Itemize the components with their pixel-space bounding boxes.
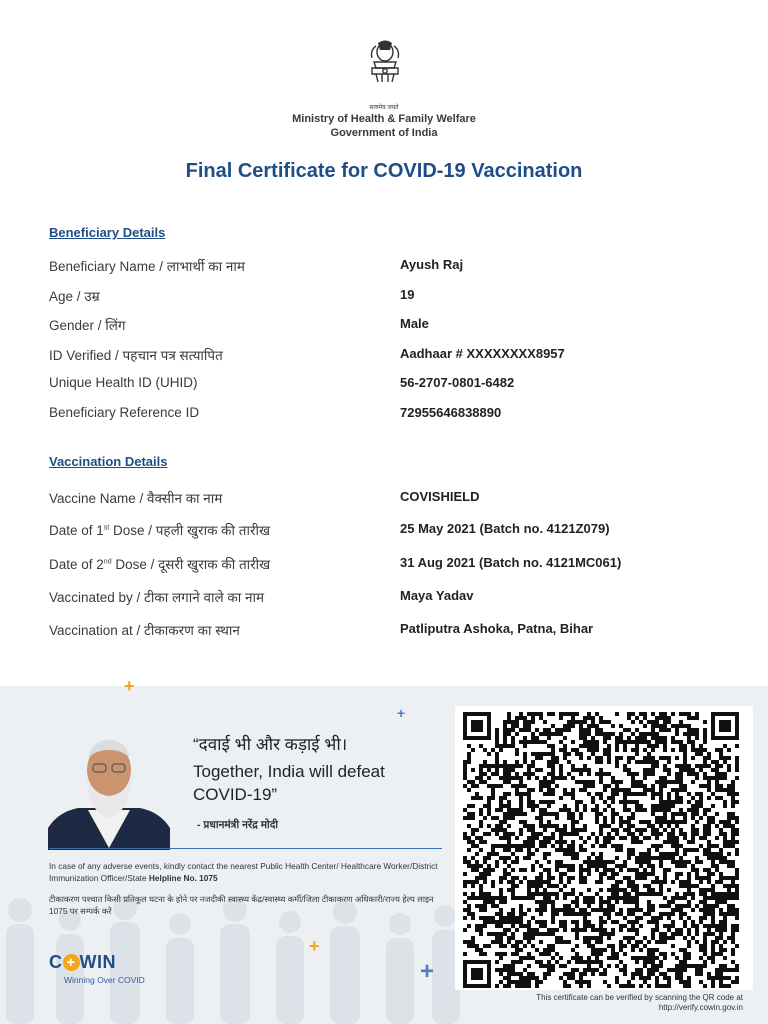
detail-row <box>49 375 729 397</box>
detail-value: 25 May 2021 (Batch no. 4121Z079) <box>400 521 610 536</box>
detail-row <box>49 346 729 368</box>
beneficiary-section-title: Beneficiary Details <box>49 225 166 240</box>
detail-value: 19 <box>400 287 415 302</box>
logo-letter: C <box>49 952 63 972</box>
detail-label <box>49 555 270 573</box>
qr-code-panel <box>455 706 753 990</box>
quote-attribution: - प्रधानमंत्री नरेंद्र मोदी <box>197 819 279 831</box>
divider <box>49 848 442 849</box>
verification-text: This certificate can be verified by scanning the QR code at <box>536 993 743 1002</box>
detail-row <box>49 316 729 338</box>
detail-label: Beneficiary Reference ID <box>49 405 200 420</box>
detail-row <box>49 257 729 279</box>
certificate-title: Final Certificate for COVID-19 Vaccination <box>185 160 583 182</box>
detail-label: Beneficiary Name / लाभार्थी का नाम <box>49 259 245 274</box>
portrait-image <box>48 728 170 850</box>
detail-row <box>49 489 729 511</box>
plus-circle-icon: + <box>63 954 80 971</box>
detail-row <box>49 621 729 643</box>
detail-label: Age / उम्र <box>49 289 100 304</box>
ministry-name: Ministry of Health & Family Welfare <box>292 113 476 125</box>
label-part: Dose / दूसरी खुराक की तारीख <box>111 557 271 572</box>
plus-sparkle-icon: + <box>309 936 320 956</box>
detail-value: Ayush Raj <box>400 257 464 272</box>
cowin-logo <box>49 952 116 973</box>
detail-value: Patliputra Ashoka, Patna, Bihar <box>400 621 594 636</box>
detail-row <box>49 588 729 610</box>
detail-label: Gender / लिंग <box>49 318 126 333</box>
verification-note <box>455 993 743 1013</box>
notice-text: In case of any adverse events, kindly contact the nearest Public Health Center/ Healthcare Worker/District Immunization Officer/State <box>49 861 438 883</box>
ordinal-suffix: nd <box>103 558 112 566</box>
verification-url: http://verify.cowin.gov.in <box>658 1003 743 1012</box>
emblem-motto: सत्यमेव जयते <box>369 105 399 111</box>
vaccination-section-title: Vaccination Details <box>49 454 168 469</box>
detail-value: Male <box>400 316 429 331</box>
detail-label: Vaccine Name / वैक्सीन का नाम <box>49 491 223 506</box>
quote-hindi: “दवाई भी और कड़ाई भी। <box>193 735 348 754</box>
detail-label: Unique Health ID (UHID) <box>49 375 198 390</box>
label-part: Date of 2 <box>49 557 104 572</box>
label-part: Dose / पहली खुराक की तारीख <box>109 523 271 538</box>
detail-value: 56-2707-0801-6482 <box>400 375 515 390</box>
plus-sparkle-icon: + <box>397 705 406 721</box>
detail-row <box>49 287 729 309</box>
detail-value: COVISHIELD <box>400 489 480 504</box>
detail-value: Aadhaar # XXXXXXXX8957 <box>400 346 565 361</box>
adverse-event-notice-english <box>49 860 449 884</box>
detail-label: Vaccinated by / टीका लगाने वाले का नाम <box>49 590 265 605</box>
detail-row <box>49 521 729 543</box>
label-part: Date of 1 <box>49 523 104 538</box>
detail-label: Vaccination at / टीकाकरण का स्थान <box>49 623 240 638</box>
helpline-number: Helpline No. 1075 <box>148 873 218 883</box>
cowin-tagline: Winning Over COVID <box>64 975 145 985</box>
government-name: Government of India <box>330 127 438 139</box>
detail-label <box>49 521 270 539</box>
detail-value: Maya Yadav <box>400 588 474 603</box>
ordinal-suffix: st <box>103 524 110 532</box>
detail-value: 72955646838890 <box>400 405 502 420</box>
quote-english: Together, India will defeat COVID-19” <box>193 762 385 804</box>
detail-value: 31 Aug 2021 (Batch no. 4121MC061) <box>400 555 622 570</box>
plus-sparkle-icon: + <box>420 958 435 985</box>
plus-sparkle-icon: + <box>124 676 135 696</box>
logo-letters: WIN <box>79 952 116 972</box>
detail-row <box>49 555 729 577</box>
detail-label: ID Verified / पहचान पत्र सत्यापित <box>49 348 223 363</box>
adverse-event-notice-hindi: टीकाकरण पश्चात किसी प्रतिकूल घटना के होने पर नजदीकी स्वास्थ्य केंद्र/स्वास्थ्य कर्मी/जिला टीकाकरण अधिकारी/राज्य हेल्प लाइन 1075 पर सम्पर्क करें <box>49 894 434 916</box>
national-emblem-icon <box>364 38 406 104</box>
qr-code-image <box>455 706 753 990</box>
detail-row <box>49 405 729 427</box>
